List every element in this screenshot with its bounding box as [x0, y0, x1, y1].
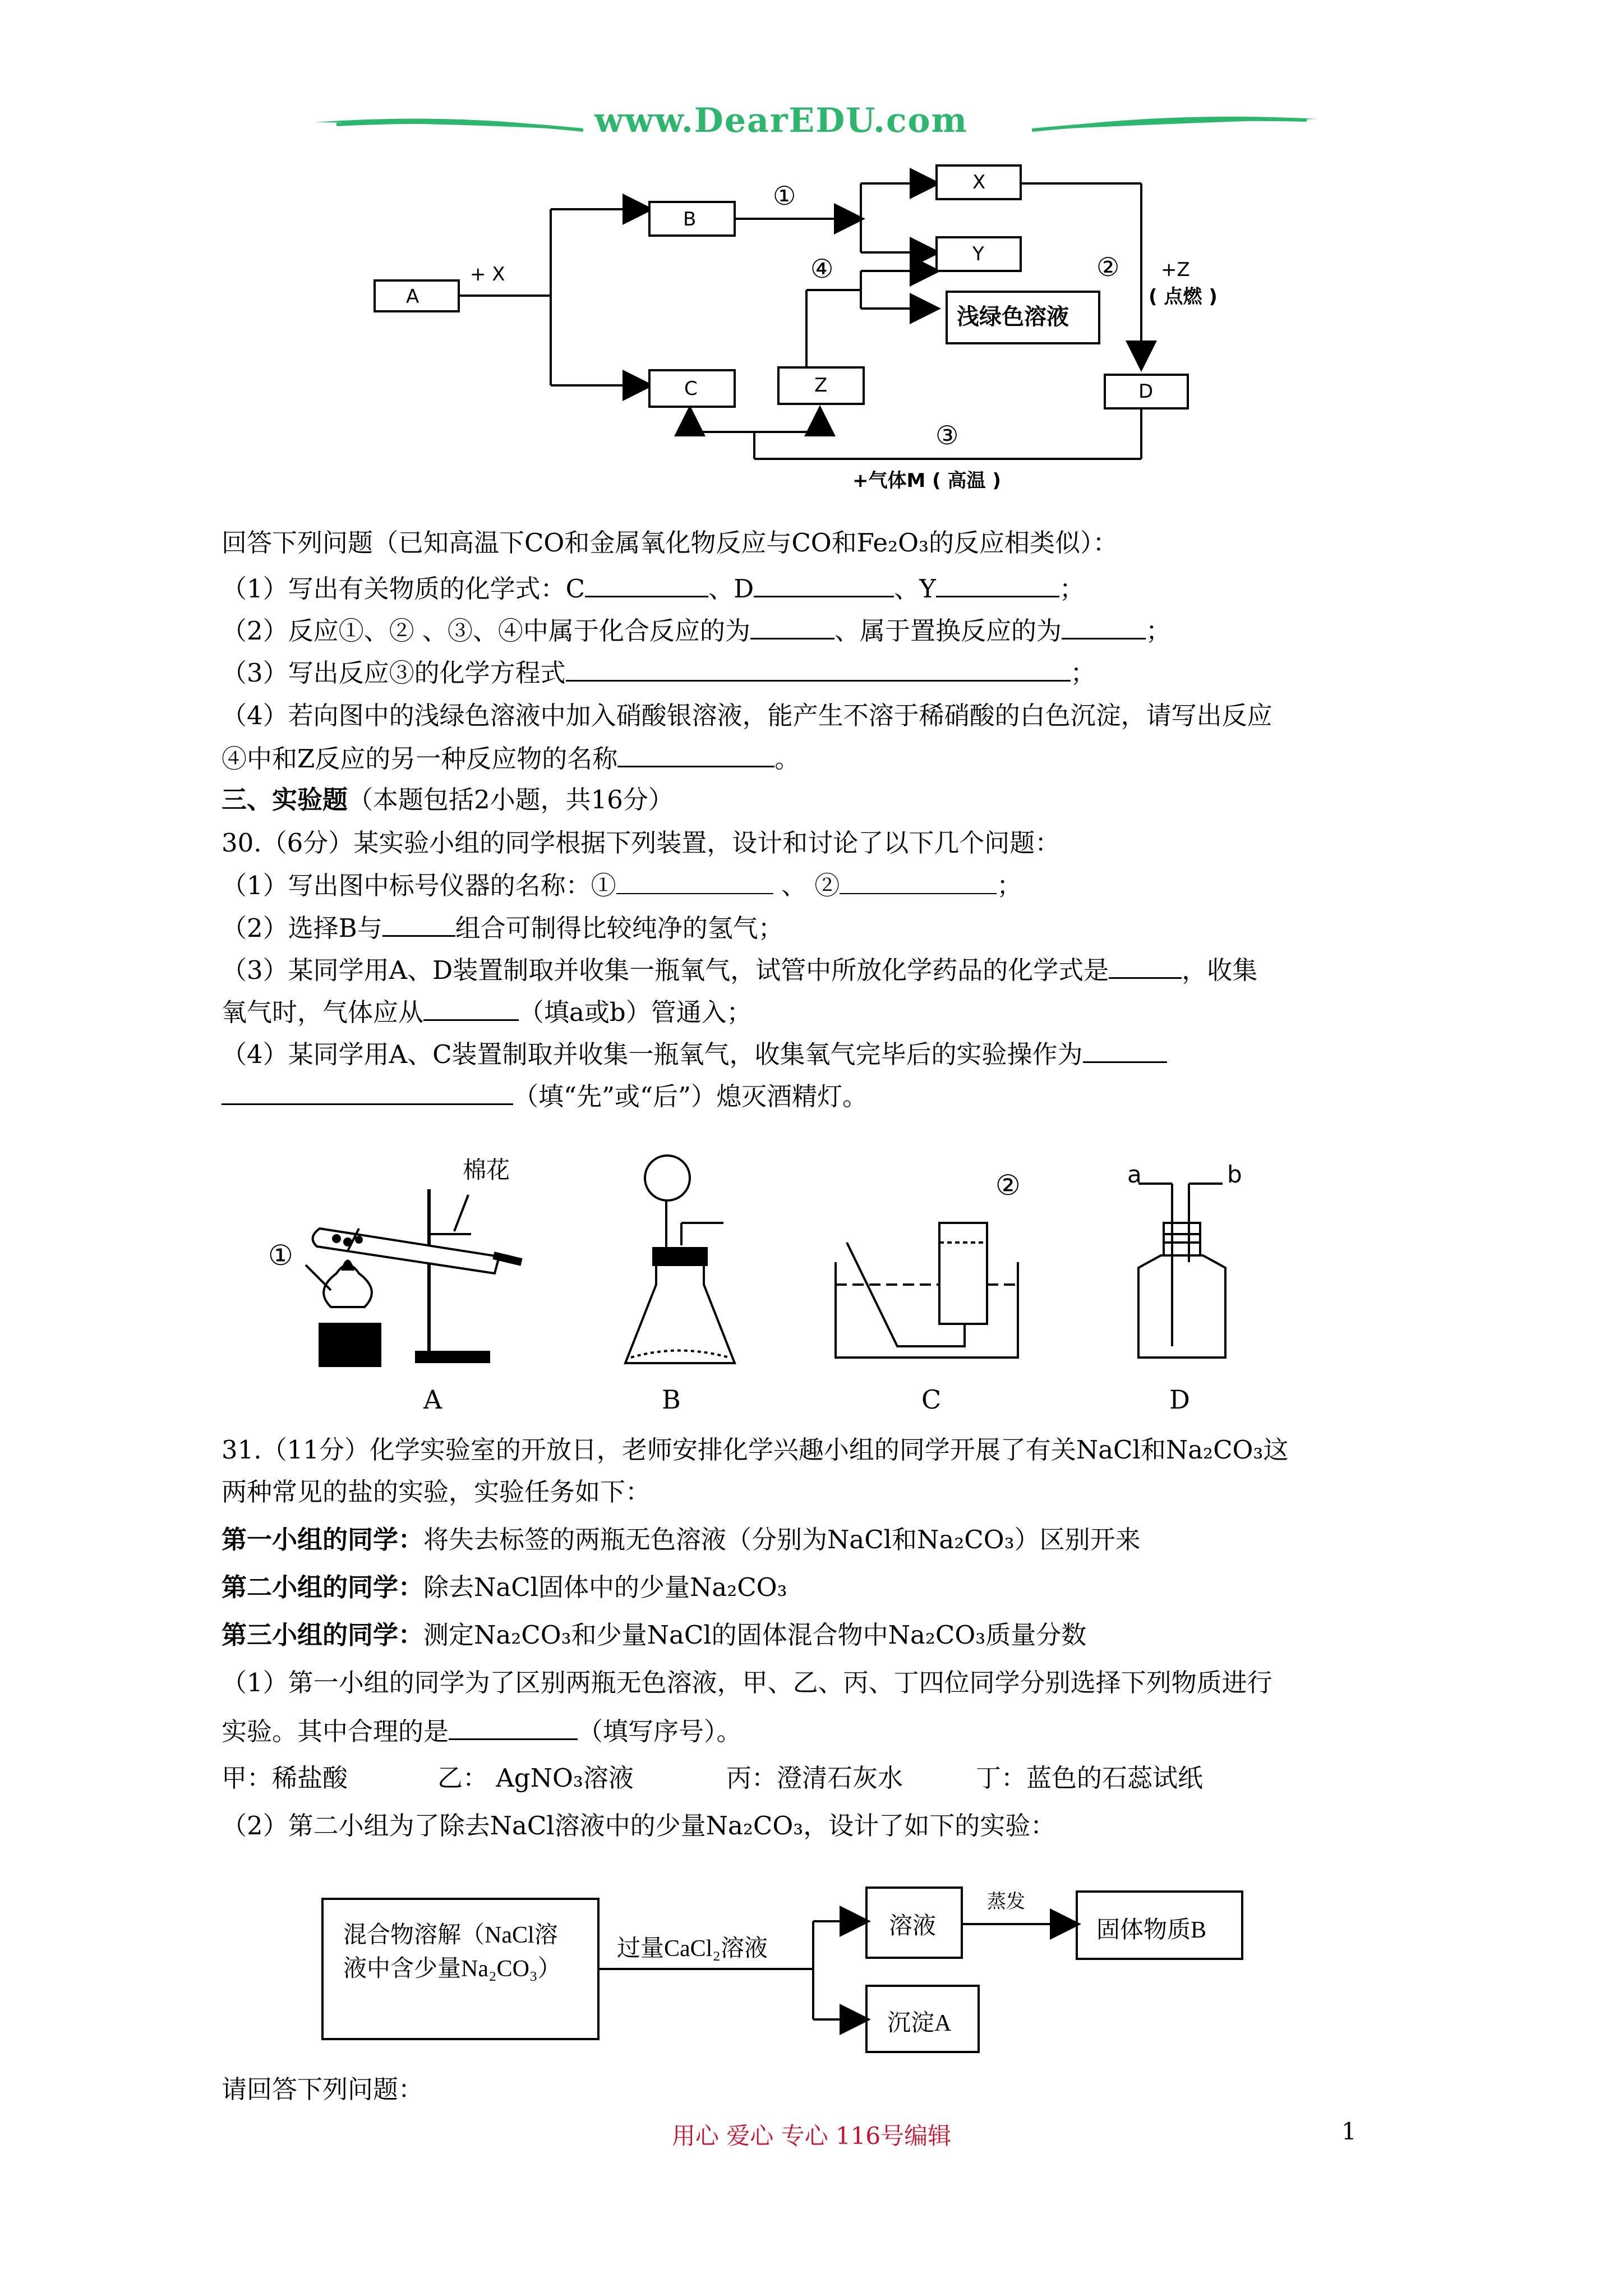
q30-p1-sep: 、 ②: [773, 871, 840, 900]
q31-stem-a-text: 31.（11分）化学实验室的开放日，老师安排化学兴趣小组的同学开展了有关NaCl和Na₂CO₃这: [222, 1435, 1289, 1465]
q29-p1-d: 、D: [708, 574, 754, 604]
label-plus-z: +Z: [1161, 259, 1190, 281]
node-y-label: Y: [972, 243, 984, 265]
node-a-label: A: [406, 286, 419, 308]
label-gas-m: +气体M ( 高温 ): [852, 470, 1001, 492]
q30-p3c-text: 氧气时，气体应从: [222, 997, 424, 1027]
label-ignite: ( 点燃 ): [1149, 286, 1218, 308]
q29-p2-text: （2）反应①、② 、③、④中属于化合反应的为: [222, 616, 750, 646]
option-ding: 丁：蓝色的石蕊试纸: [976, 1763, 1204, 1793]
q31-g3-text: 测定Na₂CO₃和少量NaCl的固体混合物中Na₂CO₃质量分数: [423, 1620, 1087, 1650]
q29-p1-end: ；: [1059, 574, 1085, 604]
q29-p3-text: （3）写出反应③的化学方程式: [222, 658, 566, 688]
q30-p3b-text: ，收集: [1182, 955, 1258, 985]
node-z-label: Z: [814, 374, 828, 397]
apparatus-label-d: D: [1169, 1384, 1190, 1415]
section-3-note: （本题包括2小题，共16分）: [348, 785, 674, 815]
node-c-label: C: [684, 378, 698, 400]
solid-b-label: 固体物质B: [1096, 1917, 1207, 1943]
node-b-label: B: [683, 208, 697, 231]
solution-label: 溶液: [889, 1912, 937, 1939]
label-r2: ②: [1096, 252, 1120, 282]
q29-p3-end: ；: [1070, 658, 1096, 688]
option-bing: 丙：澄清石灰水: [726, 1763, 903, 1793]
header-site-name: www.DearEDU.com: [594, 101, 969, 140]
q30-p2a-text: （2）选择B与: [222, 913, 382, 943]
q29-p1-y: 、Y: [894, 574, 936, 604]
label-r3: ③: [935, 420, 959, 450]
q31-p1c-text: （填写序号）。: [578, 1717, 742, 1746]
q29-p2-b: 、属于置换反应的为: [834, 616, 1062, 646]
q31-g1-text: 将失去标签的两瓶无色溶液（分别为NaCl和Na₂CO₃）区别开来: [423, 1525, 1141, 1554]
q30-p2b-text: 组合可制得比较纯净的氢气；: [455, 913, 783, 943]
option-jia: 甲：稀盐酸: [222, 1763, 348, 1793]
label-r1: ①: [773, 181, 796, 211]
q31-ask: [222, 2073, 423, 2106]
apparatus-label-c: C: [921, 1384, 942, 1415]
q31-g2-label: 第二小组的同学：: [222, 1572, 424, 1602]
q31-g1-label: 第一小组的同学：: [222, 1525, 424, 1554]
node-d-label: D: [1138, 380, 1154, 403]
section-3-title: 三、实验题: [222, 785, 348, 815]
apparatus-label-b: B: [662, 1384, 681, 1415]
q31-g3-label: 第三小组的同学：: [222, 1620, 424, 1650]
reagent-label: 过量CaCl₂溶液: [617, 1936, 768, 1962]
q29-p1-text: （1）写出有关物质的化学式：C: [222, 574, 585, 604]
q29-p4-end: 。: [774, 744, 800, 774]
label-tube-b: b: [1227, 1161, 1242, 1188]
q30-p4a-text: （4）某同学用A、C装置制取并收集一瓶氧气，收集氧气完毕后的实验操作为: [222, 1039, 1083, 1069]
q29-p2-end: ；: [1145, 616, 1171, 646]
q30-p3d-text: （填a或b）管通入；: [519, 997, 752, 1027]
q31-stem-b-text: 两种常见的盐的实验，实验任务如下：: [222, 1477, 651, 1507]
label-cotton: 棉花: [463, 1156, 510, 1184]
q31-p1b-text: 实验。其中合理的是: [222, 1717, 449, 1746]
mixture-label: [343, 1918, 561, 1986]
q29-p4a-text: （4）若向图中的浅绿色溶液中加入硝酸银溶液，能产生不溶于稀硝酸的白色沉淀，请写出反应: [222, 701, 1272, 730]
label-instrument-2: ②: [995, 1169, 1021, 1202]
q30-p1-text: （1）写出图中标号仪器的名称：①: [222, 871, 616, 900]
q31-ask-text: 请回答下列问题：: [222, 2074, 424, 2104]
q31-g2-text: 除去NaCl固体中的少量Na₂CO₃: [423, 1572, 787, 1602]
label-plus-x: + X: [470, 263, 505, 286]
label-instrument-1: ①: [268, 1239, 293, 1272]
label-tube-a: a: [1127, 1161, 1142, 1188]
q31-p1a-text: （1）第一小组的同学为了区别两瓶无色溶液，甲、乙、丙、丁四位同学分别选择下列物质进行: [222, 1668, 1272, 1697]
precipitate-a-label: 沉淀A: [887, 2010, 952, 2036]
q30-stem-text: 30.（6分）某实验小组的同学根据下列装置，设计和讨论了以下几个问题：: [222, 828, 1061, 858]
q30-p1-end: ；: [997, 871, 1022, 900]
node-green-solution-label: 浅绿色溶液: [957, 304, 1069, 330]
q31-p2-text: （2）第二小组为了除去NaCl溶液中的少量Na₂CO₃，设计了如下的实验：: [222, 1811, 1056, 1841]
apparatus-label-a: A: [423, 1384, 442, 1415]
q30-p4b-text: （填“先”或“后”）熄灭酒精灯。: [513, 1082, 868, 1111]
q30-p3a-text: （3）某同学用A、D装置制取并收集一瓶氧气，试管中所放化学药品的化学式是: [222, 955, 1109, 985]
mixture-label-line1: 混合物溶解（NaCl溶: [343, 1922, 558, 1948]
q29-p4b-text: ④中和Z反应的另一种反应物的名称: [222, 744, 618, 774]
mixture-label-line2: 液中含少量Na₂CO₃）: [343, 1956, 561, 1982]
evaporate-label: 蒸发: [987, 1890, 1025, 1913]
page-footer: 用心 爱心 专心 116号编辑: [671, 2122, 952, 2150]
q29-intro-text: 回答下列问题（已知高温下CO和金属氧化物反应与CO和Fe₂O₃的反应相类似）：: [222, 528, 1118, 558]
node-x-label: X: [972, 171, 986, 194]
label-r4: ④: [810, 254, 834, 284]
page-number: 1: [1341, 2118, 1357, 2145]
option-yi: 乙： AgNO₃溶液: [437, 1763, 634, 1793]
